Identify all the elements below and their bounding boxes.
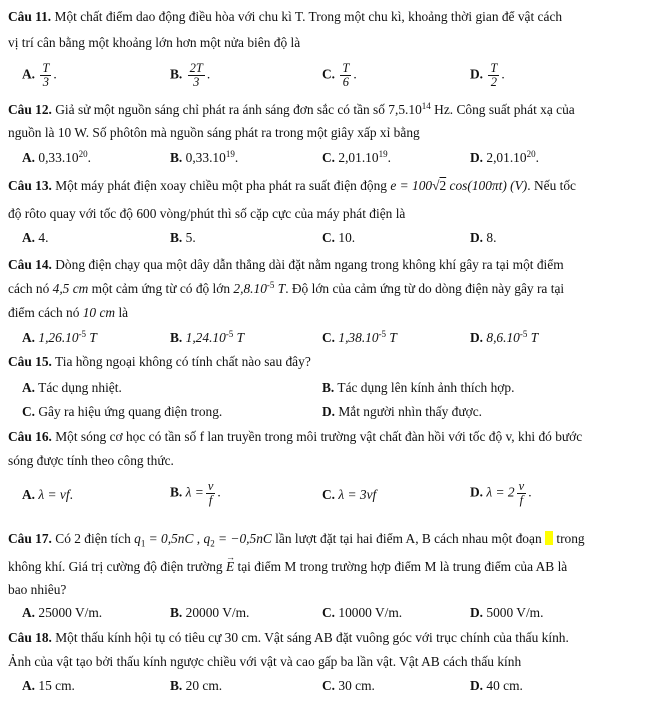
- text-fragment: 20: [526, 149, 536, 159]
- question-text: nguồn là 10 W. Số phôtôn mà nguồn sáng phát ra trong một giây xấp xỉ bằng: [8, 125, 420, 140]
- text-fragment: 1,38.10: [338, 330, 379, 345]
- text-fragment: 30 cm.: [338, 678, 375, 693]
- text-fragment: 0,33.10: [38, 150, 79, 165]
- option-label: D.: [470, 150, 484, 165]
- q16-option-b[interactable]: [170, 480, 221, 507]
- unit: T: [274, 281, 286, 296]
- question-text: . Nếu tốc: [527, 178, 576, 193]
- q13-option-d[interactable]: [470, 229, 496, 247]
- text-fragment: 5000 V/m.: [486, 605, 544, 620]
- question-text: một cảm ứng từ có độ lớn: [88, 281, 234, 296]
- q15-option-c[interactable]: [22, 403, 222, 421]
- sqrt-radicand: 2: [439, 178, 447, 193]
- text-fragment: .: [87, 150, 91, 165]
- text-fragment: -5: [225, 329, 234, 339]
- text-fragment: -5: [519, 329, 528, 339]
- question-text: bao nhiêu?: [8, 582, 67, 597]
- distance: 10 cm: [82, 305, 116, 320]
- q13-option-a[interactable]: [22, 229, 48, 247]
- q12-option-b[interactable]: [170, 149, 238, 167]
- distance: 4,5 cm: [52, 281, 89, 296]
- text-fragment: 3: [193, 75, 200, 89]
- text-fragment: T: [86, 330, 97, 345]
- question-11-line-2: [8, 34, 642, 52]
- option-label: A.: [22, 605, 36, 620]
- question-number: Câu 14.: [8, 257, 52, 272]
- q18-option-d[interactable]: [470, 677, 523, 695]
- question-text: Ảnh của vật tạo bởi thấu kính ngược chiều với vật và cao gấp ba lần vật. Vật AB cách thấu kính: [8, 654, 522, 669]
- text-fragment: .: [234, 150, 239, 165]
- text-fragment: 20 cm.: [185, 678, 223, 693]
- question-text: Hz. Công suất phát xạ của: [430, 102, 575, 117]
- charge-symbol: q: [134, 531, 141, 546]
- text-fragment: 4.: [38, 230, 49, 245]
- q18-option-c[interactable]: [322, 677, 375, 695]
- option-label: A.: [22, 380, 36, 395]
- text-fragment: 25000 V/m.: [38, 605, 103, 620]
- text-fragment: T: [527, 330, 539, 345]
- option-label: D.: [470, 678, 484, 693]
- option-label: A.: [22, 66, 36, 82]
- option-label: A.: [22, 678, 36, 693]
- option-label: B.: [322, 380, 335, 395]
- text-fragment: T: [233, 330, 245, 345]
- question-text: không khí. Giá trị cường độ điện trường: [8, 559, 226, 574]
- option-label: D.: [470, 605, 484, 620]
- question-17-line-2: [8, 558, 642, 576]
- option-label: C.: [322, 330, 336, 345]
- question-text: sóng được tính theo công thức.: [8, 453, 174, 468]
- question-text: Dòng điện chạy qua một dây dẫn thẳng dài đặt nằm ngang trong không khí gây ra tại một điểm: [55, 257, 564, 272]
- question-text: cách nó: [8, 281, 53, 296]
- text-fragment: Tác dụng lên kính ảnh thích hợp.: [337, 380, 515, 395]
- question-text: Giả sử một nguồn sáng chỉ phát ra ánh sáng đơn sắc có tần số 7,5.10: [55, 102, 422, 117]
- text-fragment: λ = 2: [486, 484, 515, 500]
- q16-option-a[interactable]: [22, 486, 73, 504]
- q16-option-d[interactable]: [470, 480, 532, 507]
- subscript: 1: [140, 538, 146, 549]
- text-fragment: 15 cm.: [38, 678, 75, 693]
- option-label: B.: [170, 330, 183, 345]
- option-label: D.: [322, 404, 336, 419]
- text-fragment: Tác dụng nhiệt.: [38, 380, 122, 395]
- question-11-line-1: [8, 8, 642, 26]
- option-label: B.: [170, 678, 183, 693]
- q16-option-c[interactable]: [322, 486, 376, 504]
- text-fragment: Gây ra hiệu ứng quang điện trong.: [38, 404, 223, 419]
- question-text: . Độ lớn của cảm ứng từ do dòng điện này gây ra tại: [285, 281, 565, 296]
- option-label: B.: [170, 230, 183, 245]
- text-fragment: Mắt người nhìn thấy được.: [338, 404, 482, 419]
- exponent: -5: [266, 280, 275, 290]
- q17-option-a[interactable]: [22, 604, 102, 622]
- text-fragment: 20000 V/m.: [185, 605, 250, 620]
- question-text: vị trí cân bằng một khoảng lớn hơn một nửa biên độ là: [8, 35, 301, 50]
- separator: ,: [193, 531, 204, 546]
- question-text: Có 2 điện tích: [55, 531, 135, 546]
- text-fragment: 0,33.10: [185, 150, 226, 165]
- option-label: C.: [322, 150, 336, 165]
- question-number: Câu 17.: [8, 531, 52, 546]
- option-label: D.: [470, 330, 484, 345]
- q15-option-a[interactable]: [22, 379, 122, 397]
- option-label: D.: [470, 484, 484, 500]
- text-fragment: 1,24.10: [185, 330, 226, 345]
- question-14-line-3: [8, 304, 642, 322]
- text-fragment: 2: [490, 75, 497, 89]
- text-fragment: 8.: [486, 230, 497, 245]
- text-fragment: -5: [78, 329, 87, 339]
- q18-option-b[interactable]: [170, 677, 222, 695]
- question-text: lần lượt đặt tại hai điểm A, B cách nhau một đoạn: [271, 531, 545, 546]
- question-text: Một sóng cơ học có tần số f lan truyền trong môi trường vật chất đàn hồi với tốc độ v, khi đó bước: [55, 429, 583, 444]
- fraction: [206, 480, 216, 507]
- q14-option-b[interactable]: [170, 329, 244, 347]
- text-fragment: .: [535, 150, 539, 165]
- text-fragment: 10000 V/m.: [338, 605, 403, 620]
- question-17-line-1: [8, 530, 642, 548]
- text-fragment: 6: [342, 75, 349, 89]
- question-15-line-1: [8, 353, 642, 371]
- charge-symbol: q: [203, 531, 211, 546]
- vector-e: → E: [226, 558, 234, 576]
- option-label: A.: [22, 150, 36, 165]
- text-fragment: 2,01.10: [338, 150, 379, 165]
- q14-option-c[interactable]: [322, 329, 397, 347]
- text-fragment: .: [528, 484, 532, 500]
- text-fragment: 8,6.10: [486, 330, 520, 345]
- text-fragment: T: [490, 61, 498, 75]
- text-fragment: 19: [378, 149, 388, 159]
- fraction: [188, 62, 205, 89]
- option-label: D.: [470, 66, 484, 82]
- text-fragment: 2T: [189, 61, 203, 75]
- q17-option-c[interactable]: [322, 604, 402, 622]
- text-fragment: 20: [78, 149, 88, 159]
- text-fragment: .: [387, 150, 391, 165]
- question-number: Câu 13.: [8, 178, 52, 193]
- text-fragment: T: [386, 330, 397, 345]
- fraction: [517, 480, 527, 507]
- text-fragment: λ =: [185, 484, 204, 500]
- question-18-line-1: [8, 629, 642, 647]
- text-fragment: -5: [378, 329, 387, 339]
- question-16-line-1: [8, 428, 642, 446]
- question-16-line-2: [8, 452, 642, 470]
- question-12-line-2: [8, 124, 642, 142]
- option-label: D.: [470, 230, 484, 245]
- q11-option-b[interactable]: B. $\frac{2T}{3}$ .: [170, 61, 211, 89]
- option-label: A.: [22, 230, 36, 245]
- charge-value: = −0,5nC: [214, 531, 272, 546]
- text-fragment: .: [69, 487, 73, 502]
- exponent: 14: [421, 101, 431, 111]
- fraction: [488, 62, 499, 89]
- question-number: Câu 11.: [8, 9, 52, 24]
- q15-option-b[interactable]: [322, 379, 514, 397]
- question-text: là: [115, 305, 129, 320]
- question-13-line-1: [8, 177, 642, 195]
- text-fragment: 10.: [338, 230, 356, 245]
- option-label: B.: [170, 66, 183, 82]
- subscript: 2: [210, 538, 215, 549]
- option-label: A.: [22, 487, 36, 502]
- q18-option-a[interactable]: [22, 677, 75, 695]
- q17-option-d[interactable]: [470, 604, 543, 622]
- question-17-line-3: [8, 581, 642, 599]
- text-fragment: .: [217, 484, 221, 500]
- fraction: [40, 62, 51, 89]
- text-fragment: 40 cm.: [486, 678, 523, 693]
- formula: e = 100: [390, 178, 433, 193]
- question-text: tại điểm M trong trường hợp điểm M là trung điểm của AB là: [234, 559, 568, 574]
- question-number: Câu 18.: [8, 630, 52, 645]
- question-text: độ rôto quay với tốc độ 600 vòng/phút thì số cặp cực của máy phát điện là: [8, 206, 406, 221]
- question-text: Một máy phát điện xoay chiều một pha phát ra suất điện động: [55, 178, 387, 193]
- option-label: A.: [22, 330, 36, 345]
- q14-option-a[interactable]: [22, 329, 97, 347]
- text-fragment: f: [208, 493, 213, 507]
- text-fragment: f: [519, 493, 524, 507]
- q11-option-d[interactable]: D. $\frac{T}{2}$ .: [470, 61, 505, 89]
- text-fragment: T: [42, 61, 50, 75]
- charge-value: = 0,5nC: [145, 531, 194, 546]
- question-number: Câu 12.: [8, 102, 52, 117]
- fraction: [340, 62, 351, 89]
- text-fragment: 1,26.10: [38, 330, 79, 345]
- q17-option-b[interactable]: [170, 604, 249, 622]
- option-label: C.: [322, 66, 336, 82]
- option-label: B.: [170, 484, 183, 500]
- question-text: trong: [553, 531, 585, 546]
- text-fragment: T: [342, 61, 350, 75]
- option-label: C.: [322, 230, 336, 245]
- formula: cos(100πt) (V): [449, 178, 528, 193]
- question-14-line-2: [8, 280, 642, 298]
- value: 2,8.10: [233, 281, 267, 296]
- sqrt-sign: √: [432, 178, 440, 193]
- q11-option-c[interactable]: C. $\frac{T}{6}$ .: [322, 61, 357, 89]
- option-label: C.: [22, 404, 36, 419]
- q15-option-d[interactable]: [322, 403, 482, 421]
- q12-option-c[interactable]: [322, 149, 391, 167]
- text-fragment: 19: [225, 149, 235, 159]
- option-label: C.: [322, 487, 336, 502]
- question-18-line-2: [8, 653, 642, 671]
- option-label: B.: [170, 150, 183, 165]
- text-fragment: 3: [42, 75, 49, 89]
- q12-option-a[interactable]: [22, 149, 91, 167]
- question-12-line-1: [8, 101, 642, 119]
- text-fragment: 5.: [185, 230, 196, 245]
- text-fragment: v: [207, 479, 214, 493]
- question-14-line-1: [8, 256, 642, 274]
- q13-option-b[interactable]: [170, 229, 196, 247]
- question-number: Câu 16.: [8, 429, 52, 444]
- question-text: Tia hồng ngoại không có tính chất nào sau đây?: [55, 354, 311, 369]
- text-fragment: 2,01.10: [486, 150, 527, 165]
- question-text: Một thấu kính hội tụ có tiêu cự 30 cm. Vật sáng AB đặt vuông góc với trục chính của thấu kính.: [55, 630, 569, 645]
- text-fragment: λ = vf: [38, 487, 70, 502]
- question-text: điểm cách nó: [8, 305, 83, 320]
- q13-option-c[interactable]: [322, 229, 355, 247]
- question-number: Câu 15.: [8, 354, 52, 369]
- option-label: C.: [322, 605, 336, 620]
- highlight-mark: [545, 531, 553, 545]
- option-label: C.: [322, 678, 336, 693]
- question-text: Một chất điểm dao động điều hòa với chu kì T. Trong một chu kì, khoảng thời gian để vật cách: [54, 9, 563, 24]
- question-13-line-2: [8, 205, 642, 223]
- q11-option-a[interactable]: A. $\frac{T}{3}$ .: [22, 61, 57, 89]
- option-label: B.: [170, 605, 183, 620]
- q14-option-d[interactable]: [470, 329, 538, 347]
- q12-option-d[interactable]: [470, 149, 539, 167]
- text-fragment: λ = 3vf: [338, 487, 377, 502]
- text-fragment: v: [518, 479, 525, 493]
